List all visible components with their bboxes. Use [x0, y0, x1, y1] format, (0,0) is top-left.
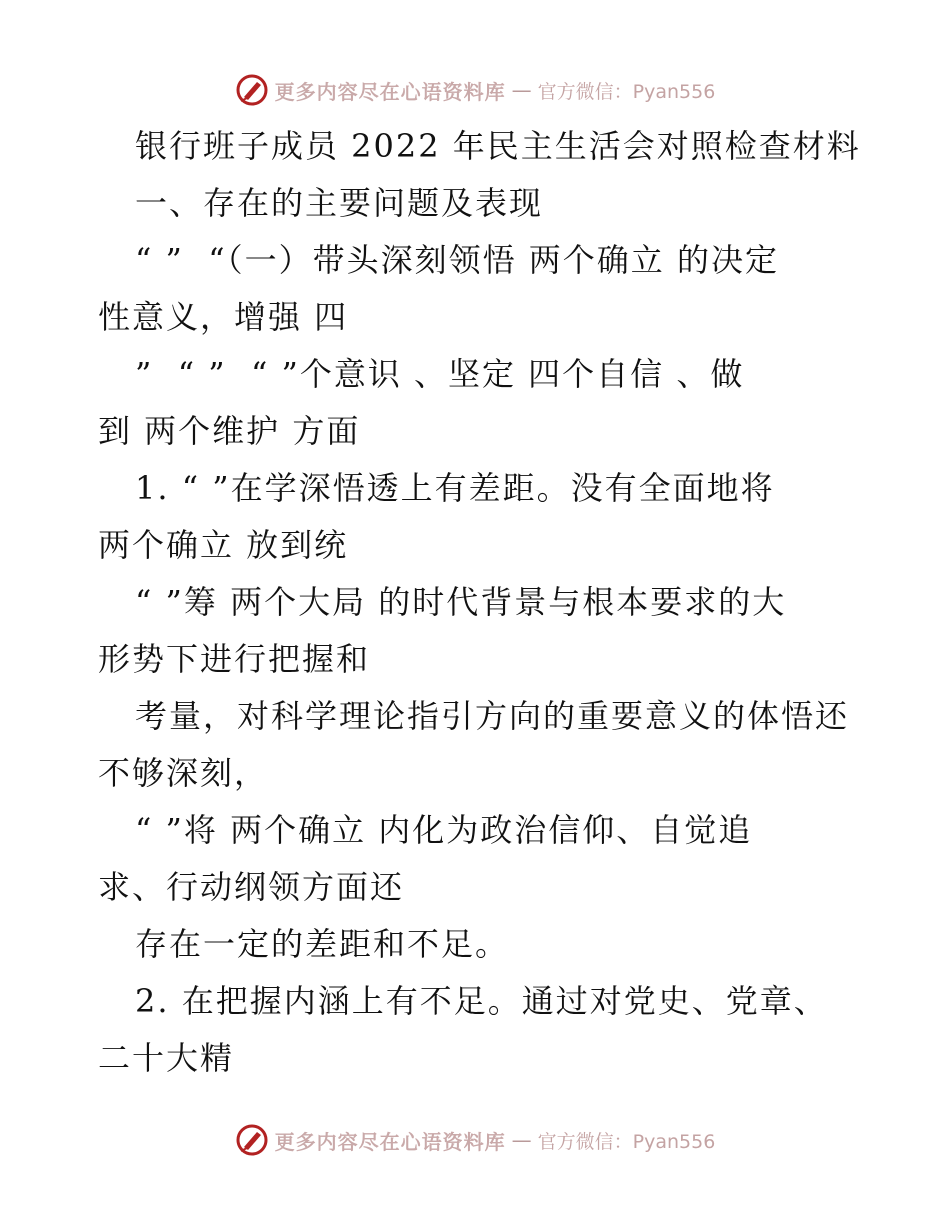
text-line: 2. 在把握内涵上有不足。通过对党史、党章、	[135, 982, 828, 1020]
header-watermark-banner	[0, 70, 950, 110]
watermark-text: 更多内容尽在心语资料库	[274, 1129, 506, 1154]
text-line: 存在一定的差距和不足。	[135, 925, 510, 963]
text-line: ” “ ” “ ”个意识 、坚定 四个自信 、做	[135, 355, 745, 393]
text-line: 性意义，增强 四	[98, 298, 349, 336]
footer-watermark-banner	[0, 1120, 950, 1160]
text-line: 两个确立 放到统	[98, 526, 349, 564]
text-line: 形势下进行把握和	[98, 640, 371, 678]
section-heading: 一、存在的主要问题及表现	[135, 184, 544, 222]
pen-logo-icon	[235, 1123, 269, 1157]
text-line: 到 两个维护 方面	[98, 412, 361, 450]
text-line: “ ”筹 两个大局 的时代背景与根本要求的大	[135, 583, 787, 621]
text-line: 求、行动纲领方面还	[98, 868, 405, 906]
text-line: 考量，对科学理论指引方向的重要意义的体悟还	[135, 697, 850, 735]
watermark-text: 更多内容尽在心语资料库	[274, 79, 506, 104]
text-line: 不够深刻，	[98, 754, 269, 792]
watermark-separator: —	[511, 1128, 532, 1152]
watermark-separator: —	[511, 78, 532, 102]
subsection-heading: “ ” “（一）带头深刻领悟 两个确立 的决定	[135, 241, 779, 279]
text-line: 二十大精	[98, 1039, 235, 1077]
watermark-wechat: 官方微信：Pyan556	[537, 1130, 716, 1153]
text-line: “ ”将 两个确立 内化为政治信仰、自觉追	[135, 811, 753, 849]
document-title: 银行班子成员 2022 年民主生活会对照检查材料	[135, 127, 861, 165]
watermark-wechat: 官方微信：Pyan556	[537, 80, 716, 103]
text-line: 1. “ ”在学深悟透上有差距。没有全面地将	[135, 469, 775, 507]
pen-logo-icon	[235, 73, 269, 107]
document-body	[98, 118, 861, 1087]
